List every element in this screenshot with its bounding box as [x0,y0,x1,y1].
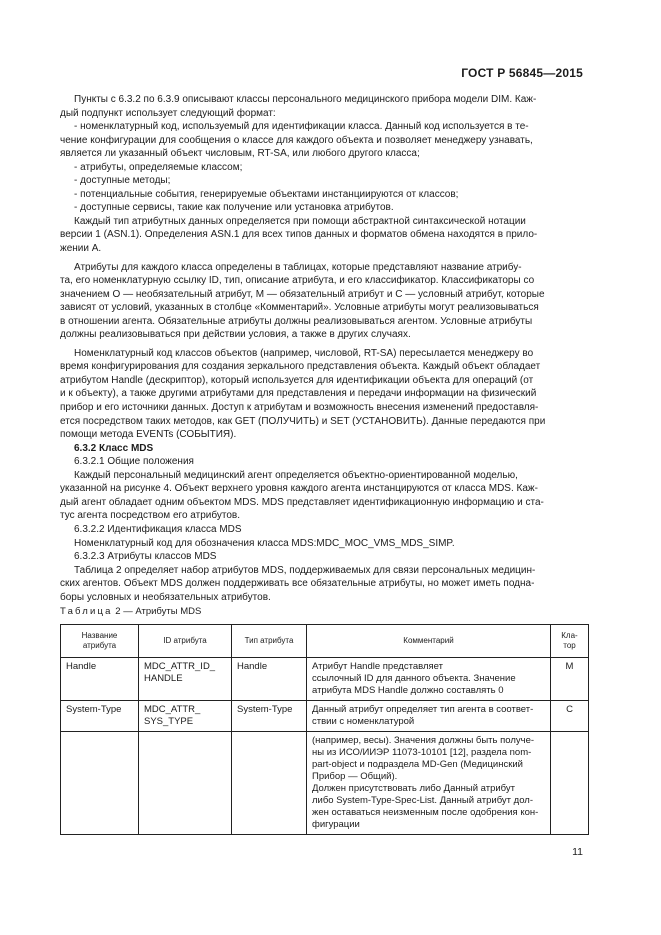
cell-comment: Атрибут Handle представляет ссылочный ID для данного объекта. Значение атрибута MDS Handle должно составлять 0 [307,658,551,701]
list-item: - номенклатурный код, используемый для идентификации класса. Данный код используется в те- чение конфигурации для сообщения о классе для каждого объекта и позволяет менеджеру узнавать, является ли указанный объект числовым, RT-SA, или любого другого класса; [60,121,533,160]
column-header-comment: Комментарий [307,625,551,658]
list-item: - потенциальные события, генерируемые объектами инстанциируются от классов; [74,188,459,200]
paragraph: Пункты с 6.3.2 по 6.3.9 описывают классы персонального медицинского прибора модели DIM. Каж- дый подпункт использует следующий формат: [60,94,537,119]
page-number: 11 [572,846,583,858]
column-header-type: Тип атрибута [232,625,307,658]
subsection-heading: 6.3.2.2 Идентификация класса MDS [74,523,242,535]
list-item: - доступные сервисы, такие как получение или установка атрибутов. [74,202,394,214]
cell-attribute-name: Handle [61,658,139,701]
table-caption [60,606,201,617]
cell-attribute-id [139,732,232,835]
list-item: - атрибуты, определяемые классом; [74,161,243,173]
cell-attribute-type [232,732,307,835]
cell-qualifier: C [551,701,589,732]
paragraph: Номенклатурный код классов объектов (например, числовой, RT-SA) пересылается менеджеру во время конфигурирования для создания зеркального представления объекта. Каждый объект обладает атрибутом Handle (дескриптор), который используется для идентификации объекта для операций (от и к объекту), а также другими атрибутами для представления и передачи информации на физический прибор и его источники данных. Доступ к атрибутам и возможность внесения изменений предоставля- ется посредством таких методов, как GET (ПОЛУЧИТЬ) и SET (УСТАНОВИТЬ). Данные передаются при помощи метода EVENTs (СОБЫТИЯ). [60,347,546,441]
cell-qualifier [551,732,589,835]
paragraph: Атрибуты для каждого класса определены в таблицах, которые представляют название атрибу- та, его номенклатурную ссылку ID, тип, описание атрибута, и его классификатор. Классификаторы со значением О — необязательный атрибут, М — обязательный атрибут и С — условный атрибут, которые зависят от условий, указанных в столбце «Комментарий». Условные атрибуты могут реализовываться в отношении агента. Обязательные атрибуты должны реализовываться агентом. Условные атрибуты должны реализовываться при действии условия, а также в других случаях. [60,261,545,341]
attributes-table [60,624,589,835]
paragraph: Номенклатурный код для обозначения класса MDS:MDC_MOC_VMS_MDS_SIMP. [74,537,455,549]
paragraph: Каждый персональный медицинский агент определяется объектно-ориентированной моделью, указанной на рисунке 4. Объект верхнего уровня каждого агента инстанцируются от класса MDS. Каж- дый агент обладает одним объектом MDS. MDS представляет идентификационную информацию и ста- тус агента посредством его атрибутов. [60,469,544,522]
subsection-heading: 6.3.2.3 Атрибуты классов MDS [74,551,217,563]
list-item: - доступные методы; [74,175,171,187]
column-header-id: ID атрибута [139,625,232,658]
paragraph: Таблица 2 определяет набор атрибутов MDS, поддерживаемых для связи персональных медицин- ских агентов. Объект MDS должен поддерживать все обязательные атрибуты, но может иметь подна- боры условных и необязательных атрибутов. [60,564,536,603]
cell-comment: Данный атрибут определяет тип агента в соответ- ствии с номенклатурой [307,701,551,732]
cell-attribute-id: MDC_ATTR_ID_ HANDLE [139,658,232,701]
section-heading: 6.3.2 Класс MDS [74,442,154,454]
table-header-row [61,625,589,658]
cell-comment: (например, весы). Значения должны быть получе- ны из ИСО/ИИЭР 11073-10101 [12], раздела nom- part-object и подраздела MD-Gen (Медицинский Прибор — Общий). Должен присутствовать либо Данный атрибут либо System-Type-Spec-List. Данный атрибут дол- жен оставаться неизменным после одобрения кон- фигурации [307,732,551,835]
subsection-heading: 6.3.2.1 Общие положения [74,456,194,468]
cell-attribute-id: MDC_ATTR_ SYS_TYPE [139,701,232,732]
table-row [61,732,589,835]
table-caption-word: Таблица [60,606,113,617]
cell-attribute-name: System-Type [61,701,139,732]
document-header: ГОСТ Р 56845—2015 [461,66,583,80]
table-row [61,701,589,732]
body-text [60,93,588,604]
table-row [61,658,589,701]
cell-attribute-name [61,732,139,835]
cell-attribute-type: System-Type [232,701,307,732]
paragraph: Каждый тип атрибутных данных определяется при помощи абстрактной синтаксической нотации версии 1 (ASN.1). Определения ASN.1 для всех типов данных и форматов обмена находятся в прило- жении А. [60,215,538,255]
column-header-name: Название атрибута [61,625,139,658]
table-caption-title: 2 — Атрибуты MDS [112,606,202,617]
cell-attribute-type: Handle [232,658,307,701]
column-header-qualifier: Кла- тор [551,625,589,658]
cell-qualifier: M [551,658,589,701]
